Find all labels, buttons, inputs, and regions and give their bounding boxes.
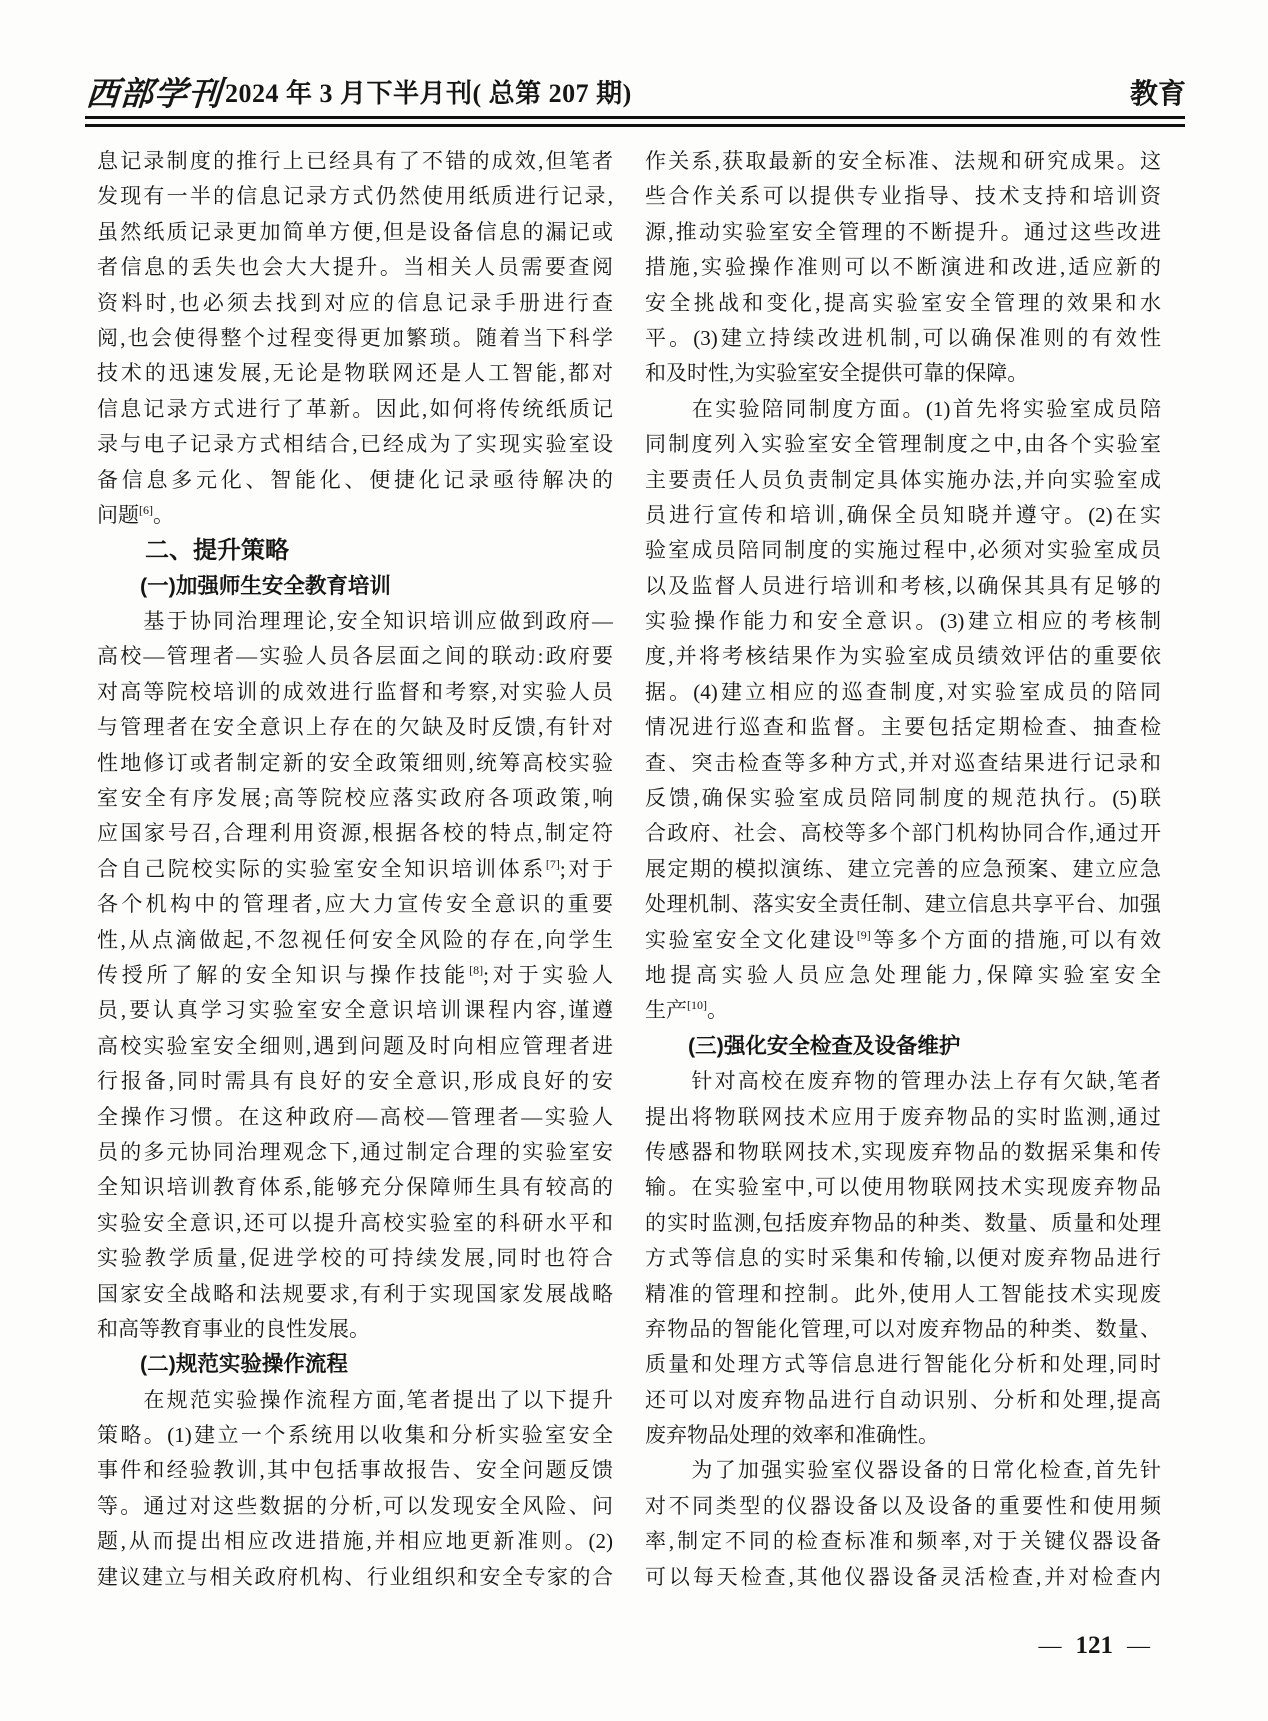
text-line: 在规范实验操作流程方面,笔者提出了以下提升 <box>97 1387 613 1412</box>
text-line: 平。(3)建立持续改进机制,可以确保准则的有效性 <box>645 325 1161 350</box>
text-line: 员的多元协同治理观念下,通过制定合理的实验室安 <box>97 1139 613 1164</box>
citation-superscript: [8] <box>469 962 484 977</box>
text-line: 的实时监测,包括废弃物品的种类、数量、质量和处理 <box>645 1210 1161 1235</box>
page-number: 121 <box>1075 1632 1113 1659</box>
text-line: 信息记录方式进行了革新。因此,如何将传统纸质记 <box>97 396 613 421</box>
text-line: 技术的迅速发展,无论是物联网还是人工智能,都对 <box>97 361 613 386</box>
text-line: 据。(4)建立相应的巡查制度,对实验室成员的陪同 <box>645 679 1161 704</box>
text-line: 基于协同治理理论,安全知识培训应做到政府— <box>97 609 613 634</box>
text-line: 国家安全战略和法规要求,有利于实现国家发展战略 <box>97 1281 613 1306</box>
text-line: 高校实验室安全细则,遇到问题及时向相应管理者进 <box>97 1033 613 1058</box>
text-line: 建议建立与相关政府机构、行业组织和安全专家的合 <box>97 1564 613 1589</box>
text-line: 备信息多元化、智能化、便捷化记录亟待解决的 <box>97 467 613 492</box>
text-line: 实验操作能力和安全意识。(3)建立相应的考核制 <box>645 609 1161 634</box>
text-line: 问题[6]。 <box>97 502 174 527</box>
footer-dash-left: — <box>1038 1633 1062 1658</box>
page-number-footer <box>1039 1629 1151 1663</box>
text-line: 以及监督人员进行培训和考核,以确保其具有足够的 <box>645 573 1161 598</box>
text-line: 提出将物联网技术应用于废弃物品的实时监测,通过 <box>645 1104 1161 1129</box>
subsection-heading: (一)加强师生安全教育培训 <box>140 573 391 598</box>
text-line: 等。通过对这些数据的分析,可以发现安全风险、问 <box>97 1493 613 1518</box>
text-line: 实验室安全文化建设[9]等多个方面的措施,可以有效 <box>645 927 1161 952</box>
section-label: 教育 <box>1129 78 1186 109</box>
text-line: 阅,也会使得整个过程变得更加繁琐。随着当下科学 <box>97 325 613 350</box>
text-line: 应国家号召,合理利用资源,根据各校的特点,制定符 <box>97 821 613 846</box>
text-line: 对不同类型的仪器设备以及设备的重要性和使用频 <box>645 1493 1161 1518</box>
footer-dash-right: — <box>1127 1633 1150 1658</box>
text-line: 质量和处理方式等信息进行智能化分析和处理,同时 <box>645 1352 1161 1377</box>
text-line: 措施,实验操作准则可以不断演进和改进,适应新的 <box>645 255 1161 280</box>
text-line: 些合作关系可以提供专业指导、技术支持和培训资 <box>645 184 1161 209</box>
text-line: 事件和经验教训,其中包括事故报告、安全问题反馈 <box>97 1458 613 1483</box>
header-rule <box>85 116 1185 127</box>
text-line: 主要责任人员负责制定具体实施办法,并向实验室成 <box>645 467 1161 492</box>
text-line: 反馈,确保实验室成员陪同制度的规范执行。(5)联 <box>645 786 1161 811</box>
text-line: 验室成员陪同制度的实施过程中,必须对实验室成员 <box>645 538 1161 563</box>
text-line: 传感器和物联网技术,实现废弃物品的数据采集和传 <box>645 1139 1161 1164</box>
text-line: 全知识培训教育体系,能够充分保障师生具有较高的 <box>97 1175 613 1200</box>
text-line: 各个机构中的管理者,应大力宣传安全意识的重要 <box>97 892 613 917</box>
text-line: 行报备,同时需具有良好的安全意识,形成良好的安 <box>97 1069 613 1094</box>
text-line: 率,制定不同的检查标准和频率,对于关键仪器设备 <box>645 1529 1161 1554</box>
subsection-heading: (三)强化安全检查及设备维护 <box>688 1033 961 1058</box>
text-line: 还可以对废弃物品进行自动识别、分析和处理,提高 <box>645 1387 1161 1412</box>
text-line: 息记录制度的推行上已经具有了不错的成效,但笔者 <box>97 149 613 173</box>
text-line: 度,并将考核结果作为实验室成员绩效评估的重要依 <box>645 644 1161 669</box>
text-line: 可以每天检查,其他仪器设备灵活检查,并对检查内 <box>645 1564 1161 1589</box>
text-line: 性,从点滴做起,不忽视任何安全风险的存在,向学生 <box>97 927 613 952</box>
text-line: 生产[10]。 <box>645 998 728 1023</box>
citation-superscript: [6] <box>139 502 153 517</box>
section-heading: 二、提升策略 <box>145 537 289 565</box>
text-line: 员进行宣传和培训,确保全员知晓并遵守。(2)在实 <box>645 502 1161 527</box>
text-line: 和及时性,为实验室安全提供可靠的保障。 <box>645 361 1029 386</box>
text-line: 针对高校在废弃物的管理办法上存有欠缺,笔者 <box>645 1069 1161 1094</box>
text-line: 策略。(1)建立一个系统用以收集和分析实验室安全 <box>97 1423 613 1448</box>
text-line: 室安全有序发展;高等院校应落实政府各项政策,响 <box>97 786 613 811</box>
text-line: 作关系,获取最新的安全标准、法规和研究成果。这 <box>645 149 1161 173</box>
text-line: 在实验陪同制度方面。(1)首先将实验室成员陪 <box>645 396 1161 421</box>
text-line: 合自己院校实际的实验室安全知识培训体系[7];对于 <box>97 856 613 881</box>
citation-superscript: [7] <box>545 856 560 871</box>
text-line: 发现有一半的信息记录方式仍然使用纸质进行记录, <box>97 184 613 209</box>
subsection-heading: (二)规范实验操作流程 <box>140 1352 348 1377</box>
text-line: 虽然纸质记录更加简单方便,但是设备信息的漏记或 <box>97 219 613 244</box>
text-line: 源,推动实验室安全管理的不断提升。通过这些改进 <box>645 219 1161 244</box>
citation-superscript: [9] <box>856 927 871 942</box>
text-line: 与管理者在安全意识上存在的欠缺及时反馈,有针对 <box>97 715 613 740</box>
text-line: 方式等信息的实时采集和传输,以便对废弃物品进行 <box>645 1246 1161 1271</box>
text-line: 实验安全意识,还可以提升高校实验室的科研水平和 <box>97 1210 613 1235</box>
text-line: 地提高实验人员应急处理能力,保障实验室安全 <box>645 962 1161 987</box>
page-header <box>86 70 1186 112</box>
text-line: 员,要认真学习实验室安全意识培训课程内容,谨遵 <box>97 998 613 1023</box>
text-line: 处理机制、落实安全责任制、建立信息共享平台、加强 <box>645 892 1161 917</box>
text-line: 题,从而提出相应改进措施,并相应地更新准则。(2) <box>97 1529 613 1554</box>
text-column-right <box>645 144 1161 1595</box>
text-line: 查、突击检查等多种方式,并对巡查结果进行记录和 <box>645 750 1161 775</box>
journal-logo: 西部学刊 <box>84 74 224 113</box>
text-line: 情况进行巡查和监督。主要包括定期检查、抽查检 <box>645 715 1161 740</box>
text-line: 资料时,也必须去找到对应的信息记录手册进行查 <box>97 290 613 315</box>
text-line: 性地修订或者制定新的安全政策细则,统筹高校实验 <box>97 750 613 775</box>
text-column-left <box>97 144 613 1595</box>
text-line: 为了加强实验室仪器设备的日常化检查,首先针 <box>645 1458 1161 1483</box>
text-line: 安全挑战和变化,提高实验室安全管理的效果和水 <box>645 290 1161 315</box>
text-line: 者信息的丢失也会大大提升。当相关人员需要查阅 <box>97 255 613 280</box>
text-line: 传授所了解的安全知识与操作技能[8];对于实验人 <box>97 962 613 987</box>
text-line: 全操作习惯。在这种政府—高校—管理者—实验人 <box>97 1104 613 1129</box>
citation-superscript: [10] <box>687 998 707 1013</box>
text-line: 精准的管理和控制。此外,使用人工智能技术实现废 <box>645 1281 1161 1306</box>
text-line: 对高等院校培训的成效进行监督和考察,对实验人员 <box>97 679 613 704</box>
text-line: 输。在实验室中,可以使用物联网技术实现废弃物品 <box>645 1175 1161 1200</box>
text-line: 实验教学质量,促进学校的可持续发展,同时也符合 <box>97 1246 613 1271</box>
text-line: 弃物品的智能化管理,可以对废弃物品的种类、数量、 <box>645 1316 1161 1341</box>
journal-issue-info: 2024 年 3 月下半月刊( 总第 207 期) <box>225 79 632 108</box>
text-line: 展定期的模拟演练、建立完善的应急预案、建立应急 <box>645 856 1161 881</box>
text-line: 录与电子记录方式相结合,已经成为了实现实验室设 <box>97 432 613 457</box>
text-line: 废弃物品处理的效率和准确性。 <box>645 1423 939 1448</box>
text-line: 高校—管理者—实验人员各层面之间的联动:政府要 <box>97 644 613 669</box>
text-line: 合政府、社会、高校等多个部门机构协同合作,通过开 <box>645 821 1161 846</box>
text-line: 同制度列入实验室安全管理制度之中,由各个实验室 <box>645 432 1161 457</box>
article-body <box>97 144 1161 1595</box>
text-line: 和高等教育事业的良性发展。 <box>97 1316 370 1341</box>
